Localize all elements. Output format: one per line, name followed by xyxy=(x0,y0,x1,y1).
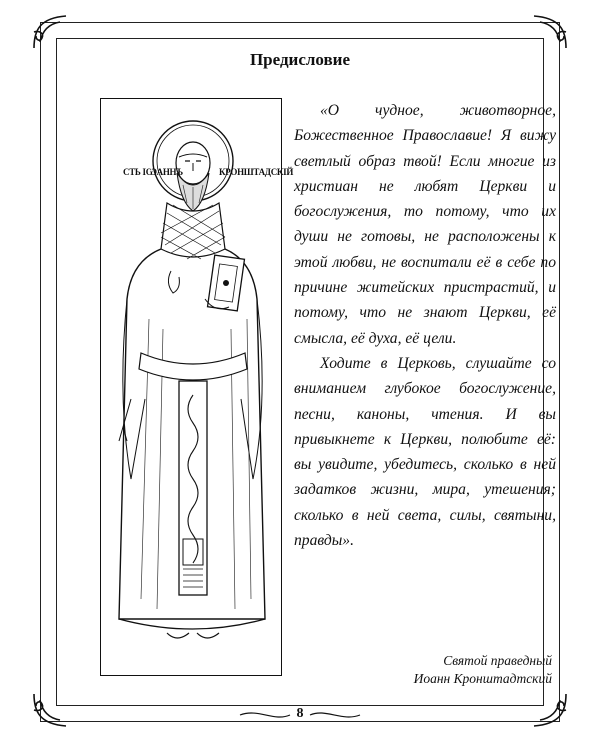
quote-paragraph: «О чудное, животворное, Божественное Православие! Я вижу светлый образ твой! Если многие из христиан не любят Церкви и богослужения, то потому, что их души не готовы, не расположены к этой любви, не воспитали её в себе по причине житейских пристрастий, и потому, что не знают Церкви, её смысла, её духа, её цели. xyxy=(294,102,556,347)
saint-icon-illustration xyxy=(100,98,294,676)
corner-ornament-icon xyxy=(530,12,570,52)
attribution-line: Святой праведный xyxy=(443,653,552,668)
icon-inscription-right: КРОНШТАДСКІЙ xyxy=(219,167,294,177)
attribution-line: Иоанн Кронштадтский xyxy=(413,671,552,686)
saint-figure-icon xyxy=(101,99,281,675)
quote-text xyxy=(294,98,556,553)
quote-attribution xyxy=(352,652,552,688)
icon-inscription-left: СТЬ ІѠАННЪ xyxy=(123,167,183,177)
quote-paragraph: Ходите в Церковь, слушайте со вниманием глубокое богослужение, песни, каноны, чтения. И вы привыкнете к Церкви, полюбите её: вы увидите, убедитесь, сколько в ней задатков жизни, мира, утешения; сколько в ней света, силы, святыни, правды». xyxy=(294,354,556,550)
page-number: 8 xyxy=(296,706,304,721)
page-title: Предисловие xyxy=(249,50,351,69)
corner-ornament-icon xyxy=(30,12,70,52)
